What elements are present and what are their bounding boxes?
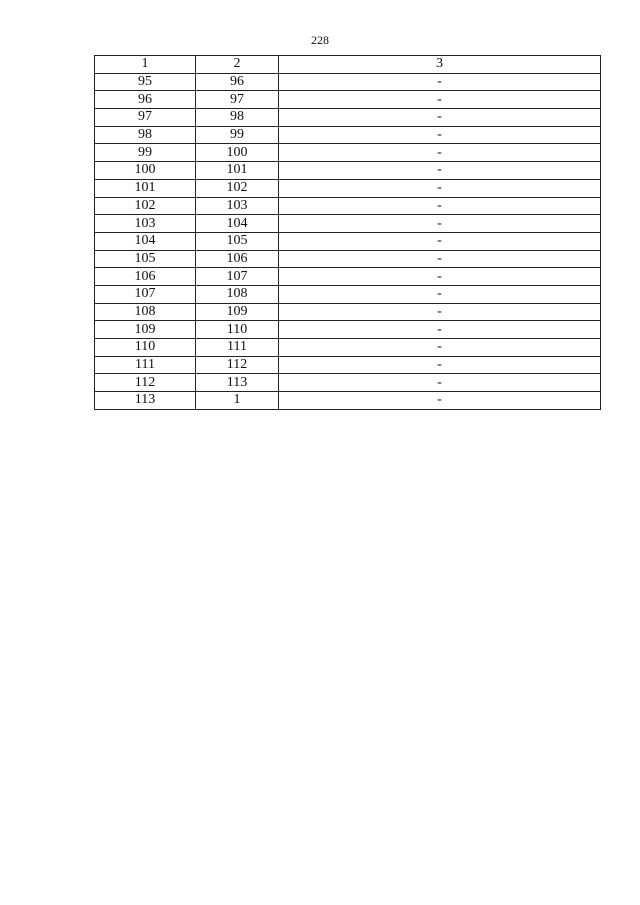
- table-cell: 110: [196, 321, 279, 339]
- table-row: [95, 73, 601, 91]
- table-cell: 107: [95, 285, 196, 303]
- table-cell: 109: [95, 321, 196, 339]
- table-cell: 104: [196, 215, 279, 233]
- table-cell: 99: [196, 126, 279, 144]
- table-row: [95, 303, 601, 321]
- column-header: 1: [95, 56, 196, 74]
- table-cell: 100: [196, 144, 279, 162]
- table-cell: 110: [95, 339, 196, 357]
- table-row: [95, 321, 601, 339]
- table-cell: 101: [196, 162, 279, 180]
- table-cell: 113: [95, 392, 196, 410]
- column-header: 3: [279, 56, 601, 74]
- table-cell: 111: [95, 356, 196, 374]
- table-cell: -: [279, 197, 601, 215]
- table-row: [95, 109, 601, 127]
- table-cell: -: [279, 303, 601, 321]
- table-cell: 105: [196, 232, 279, 250]
- table-row: [95, 91, 601, 109]
- table-cell: 100: [95, 162, 196, 180]
- table-body: [95, 73, 601, 409]
- table-row: [95, 374, 601, 392]
- table-cell: 108: [95, 303, 196, 321]
- table-cell: -: [279, 91, 601, 109]
- table-row: [95, 215, 601, 233]
- table-row: [95, 197, 601, 215]
- table-row: [95, 356, 601, 374]
- header-row: [95, 56, 601, 74]
- table-cell: -: [279, 179, 601, 197]
- table-cell: 1: [196, 392, 279, 410]
- table-cell: 105: [95, 250, 196, 268]
- table-row: [95, 179, 601, 197]
- table-cell: 112: [196, 356, 279, 374]
- table-cell: 108: [196, 285, 279, 303]
- table-cell: 103: [196, 197, 279, 215]
- table-cell: -: [279, 321, 601, 339]
- table-row: [95, 126, 601, 144]
- table-cell: -: [279, 356, 601, 374]
- table-row: [95, 250, 601, 268]
- table-cell: 96: [196, 73, 279, 91]
- table-cell: 106: [95, 268, 196, 286]
- table-cell: -: [279, 109, 601, 127]
- table-cell: -: [279, 144, 601, 162]
- page-number: 228: [311, 33, 329, 47]
- table-cell: 109: [196, 303, 279, 321]
- table-row: [95, 268, 601, 286]
- table-cell: 95: [95, 73, 196, 91]
- table-cell: 113: [196, 374, 279, 392]
- table-cell: 102: [196, 179, 279, 197]
- table-cell: -: [279, 215, 601, 233]
- table-cell: -: [279, 73, 601, 91]
- table-row: [95, 144, 601, 162]
- table-cell: 103: [95, 215, 196, 233]
- table-cell: -: [279, 268, 601, 286]
- table-row: [95, 392, 601, 410]
- table-cell: 99: [95, 144, 196, 162]
- table-cell: -: [279, 339, 601, 357]
- column-header: 2: [196, 56, 279, 74]
- table-cell: -: [279, 250, 601, 268]
- table-cell: -: [279, 285, 601, 303]
- table-cell: 97: [95, 109, 196, 127]
- table-row: [95, 285, 601, 303]
- table-header: [95, 56, 601, 74]
- table-cell: 106: [196, 250, 279, 268]
- table-cell: -: [279, 126, 601, 144]
- data-table: [94, 55, 601, 410]
- table-row: [95, 339, 601, 357]
- table-cell: 98: [196, 109, 279, 127]
- table-cell: 102: [95, 197, 196, 215]
- table-cell: 97: [196, 91, 279, 109]
- table-cell: -: [279, 374, 601, 392]
- table-cell: -: [279, 162, 601, 180]
- table-cell: 107: [196, 268, 279, 286]
- table-cell: 101: [95, 179, 196, 197]
- table-cell: 96: [95, 91, 196, 109]
- table-cell: -: [279, 392, 601, 410]
- table-row: [95, 232, 601, 250]
- table-cell: 104: [95, 232, 196, 250]
- table-cell: 98: [95, 126, 196, 144]
- table-row: [95, 162, 601, 180]
- table-cell: 111: [196, 339, 279, 357]
- table-cell: 112: [95, 374, 196, 392]
- table-cell: -: [279, 232, 601, 250]
